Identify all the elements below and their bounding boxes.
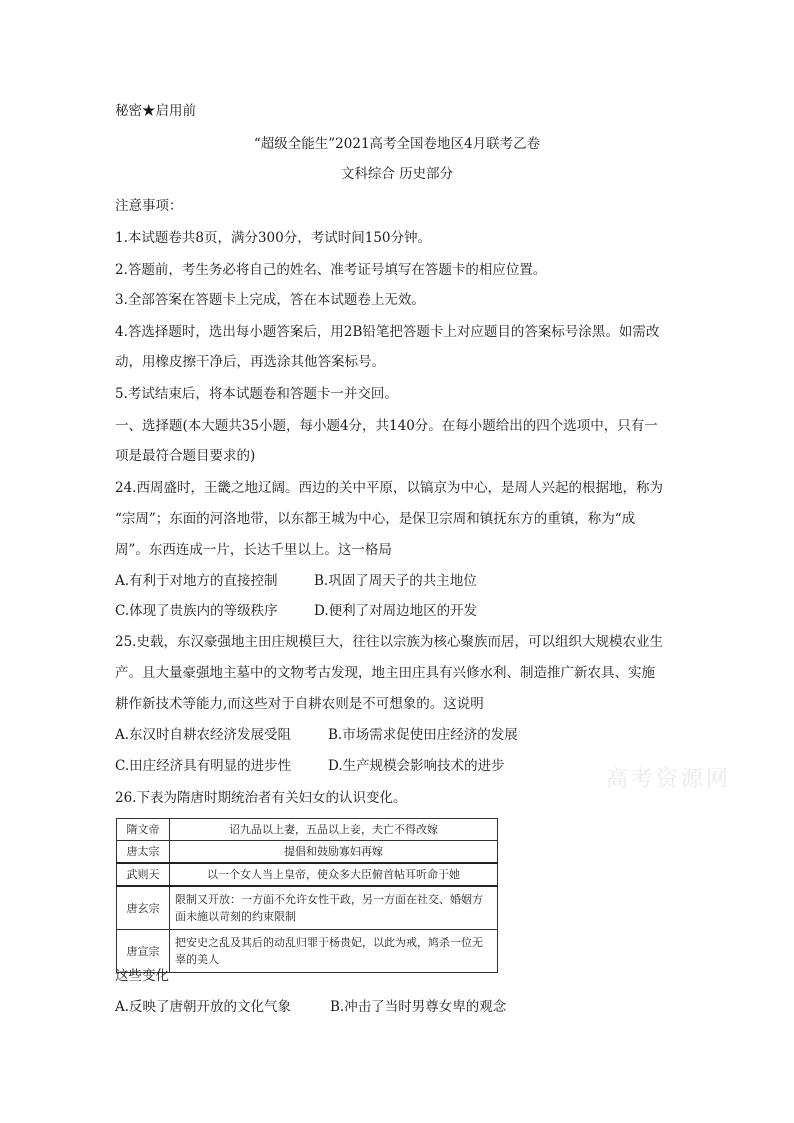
notes-heading: 注意事项： <box>115 198 183 214</box>
q24-option-d: D.便利了对周边地区的开发 <box>314 603 478 619</box>
secret-label: 秘密★启用前 <box>115 103 196 119</box>
watermark: 高考资源网 <box>606 767 732 792</box>
content-cell: 把安史之乱及其后的动乱归罪于杨贵妃，以此为戒，鸠杀一位无辜的美人 <box>170 930 498 973</box>
question-24-stem: 周”。东西连成一片，长达千里以上。这一格局 <box>115 542 392 558</box>
question-24-stem: 24.西周盛时，王畿之地辽阔。西边的关中平原，以镐京为中心，是周人兴起的根据地，称为 <box>115 480 663 496</box>
emperor-attitude-table <box>116 818 498 973</box>
notes-item: 1.本试题卷共8页，满分300分，考试时间150分钟。 <box>115 230 432 246</box>
table-row <box>117 863 498 886</box>
question-24-stem: “宗周”；东面的河洛地带，以东都王城为中心，是保卫宗周和镇抚东方的重镇，称为“成 <box>115 511 636 527</box>
q26-option-a: A.反映了唐朝开放的文化气象 <box>115 999 292 1015</box>
q25-option-c: C.田庄经济具有明显的进步性 <box>115 758 292 774</box>
emperor-cell: 隋文帝 <box>117 819 170 841</box>
table-row <box>117 841 498 864</box>
emperor-cell: 武则天 <box>117 863 170 886</box>
question-25-stem: 产。且大量豪强地主墓中的文物考古发现，地主田庄具有兴修水利、制造推广新农具、实施 <box>115 665 655 681</box>
content-cell: 以一个女人当上皇帝，使众多大臣俯首帖耳听命于她 <box>170 863 498 886</box>
question-25-stem: 耕作新技术等能力,而这些对于自耕农则是不可想象的。这说明 <box>115 696 484 712</box>
emperor-cell: 唐太宗 <box>117 841 170 864</box>
notes-item: 5.考试结束后，将本试题卷和答题卡一并交回。 <box>115 386 398 402</box>
q25-option-d: D.生产规模会影响技术的进步 <box>328 758 505 774</box>
exam-subtitle: 文科综合 历史部分 <box>340 166 454 182</box>
question-25-stem: 25.史载，东汉豪强地主田庄规模巨大，往往以宗族为核心聚族而居，可以组织大规模农业生 <box>115 634 663 650</box>
section-instructions: 一、选择题(本大题共35小题，每小题4分，共140分。在每小题给出的四个选项中，只有一 <box>115 418 658 434</box>
notes-item: 4.答选择题时，选出每小题答案后，用2B铅笔把答题卡上对应题目的答案标号涂黑。如需改 <box>115 324 660 340</box>
table-row <box>117 930 498 973</box>
emperor-cell: 唐玄宗 <box>117 886 170 930</box>
table-row <box>117 886 498 930</box>
q26-option-b: B.冲击了当时男尊女卑的观念 <box>330 999 507 1015</box>
q24-option-b: B.巩固了周天子的共主地位 <box>314 573 477 589</box>
notes-item: 动，用橡皮擦干净后，再选涂其他答案标号。 <box>115 354 385 370</box>
question-26-follow: 这些变化 <box>115 968 169 984</box>
section-instructions: 项是最符合题目要求的) <box>115 448 256 464</box>
content-cell: 限制又开放：一方面不允许女性干政，另一方面在社交、婚姻方面未施以苛刻的约束限制 <box>170 886 498 930</box>
table-row <box>117 819 498 841</box>
emperor-cell: 唐宣宗 <box>117 930 170 973</box>
question-26-stem: 26.下表为隋唐时期统治者有关妇女的认识变化。 <box>115 790 407 806</box>
exam-title: “超级全能生”2021高考全国卷地区4月联考乙卷 <box>253 136 541 152</box>
q24-option-c: C.体现了贵族内的等级秩序 <box>115 603 278 619</box>
notes-item: 2.答题前，考生务必将自己的姓名、准考证号填写在答题卡的相应位置。 <box>115 262 547 278</box>
content-cell: 诏九品以上妻，五品以上妾，夫亡不得改嫁 <box>170 819 498 841</box>
content-cell: 提倡和鼓励寡妇再嫁 <box>170 841 498 864</box>
q24-option-a: A.有利于对地方的直接控制 <box>115 573 278 589</box>
q25-option-b: B.市场需求促使田庄经济的发展 <box>328 727 518 743</box>
notes-item: 3.全部答案在答题卡上完成，答在本试题卷上无效。 <box>115 292 425 308</box>
q25-option-a: A.东汉时自耕农经济发展受阻 <box>115 727 292 743</box>
